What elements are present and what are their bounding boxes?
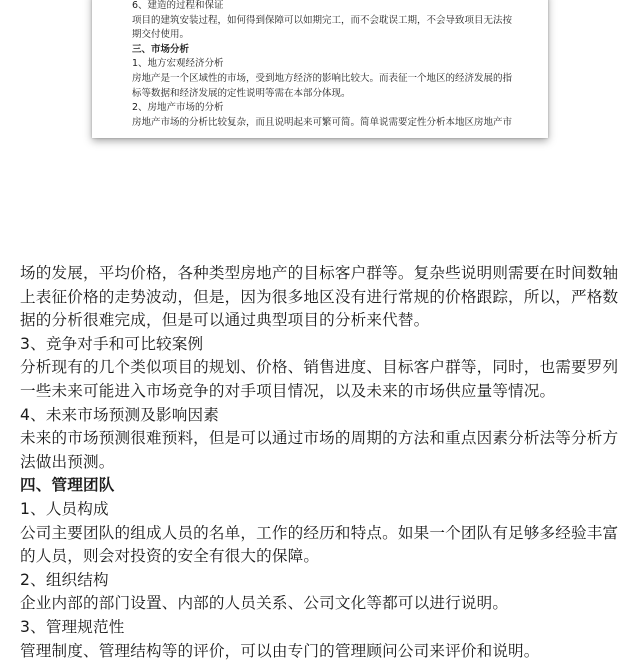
doc-line: 6、建造的过程和保证	[132, 0, 548, 14]
subheading: 3、管理规范性	[20, 616, 628, 640]
doc-line: 2、房地产市场的分析	[132, 101, 548, 116]
article-body	[20, 262, 628, 663]
paragraph: 企业内部的部门设置、内部的人员关系、公司文化等都可以进行说明。	[20, 592, 628, 616]
doc-line: 标等数据和经济发展的定性说明等需在本部分体现。	[132, 87, 548, 102]
doc-line: 房地产是一个区域性的市场，受到地方经济的影响比较大。而表征一个地区的经济发展的指	[132, 72, 548, 87]
section-heading: 四、管理团队	[20, 474, 628, 498]
doc-line: 1、地方宏观经济分析	[132, 57, 548, 72]
subheading: 2、组织结构	[20, 569, 628, 593]
paragraph: 公司主要团队的组成人员的名单，工作的经历和特点。如果一个团队有足够多经验丰富的人员，则会对投资的安全有很大的保障。	[20, 522, 628, 569]
doc-line: 期交付使用。	[132, 28, 548, 43]
paragraph: 场的发展，平均价格，各种类型房地产的目标客户群等。复杂些说明则需要在时间数轴上表征价格的走势波动，但是，因为很多地区没有进行常规的价格跟踪，所以，严格数据的分析很难完成，但是可以通过典型项目的分析来代替。	[20, 262, 628, 333]
subheading: 3、竞争对手和可比较案例	[20, 333, 628, 357]
scanned-document-image	[92, 0, 548, 138]
doc-section-heading: 三、市场分析	[132, 43, 548, 58]
paragraph: 未来的市场预测很难预料，但是可以通过市场的周期的方法和重点因素分析法等分析方法做出预测。	[20, 427, 628, 474]
doc-line: 项目的建筑安装过程，如何得到保障可以如期完工，而不会耽误工期，不会导致项目无法按	[132, 14, 548, 29]
subheading: 4、未来市场预测及影响因素	[20, 404, 628, 428]
subheading: 1、人员构成	[20, 498, 628, 522]
paragraph: 管理制度、管理结构等的评价，可以由专门的管理顾问公司来评价和说明。	[20, 640, 628, 663]
doc-line: 房地产市场的分析比较复杂，而且说明起来可繁可简。简单说需要定性分析本地区房地产市	[132, 116, 548, 131]
paragraph: 分析现有的几个类似项目的规划、价格、销售进度、目标客户群等，同时，也需要罗列一些未来可能进入市场竞争的对手项目情况，以及未来的市场供应量等情况。	[20, 356, 628, 403]
